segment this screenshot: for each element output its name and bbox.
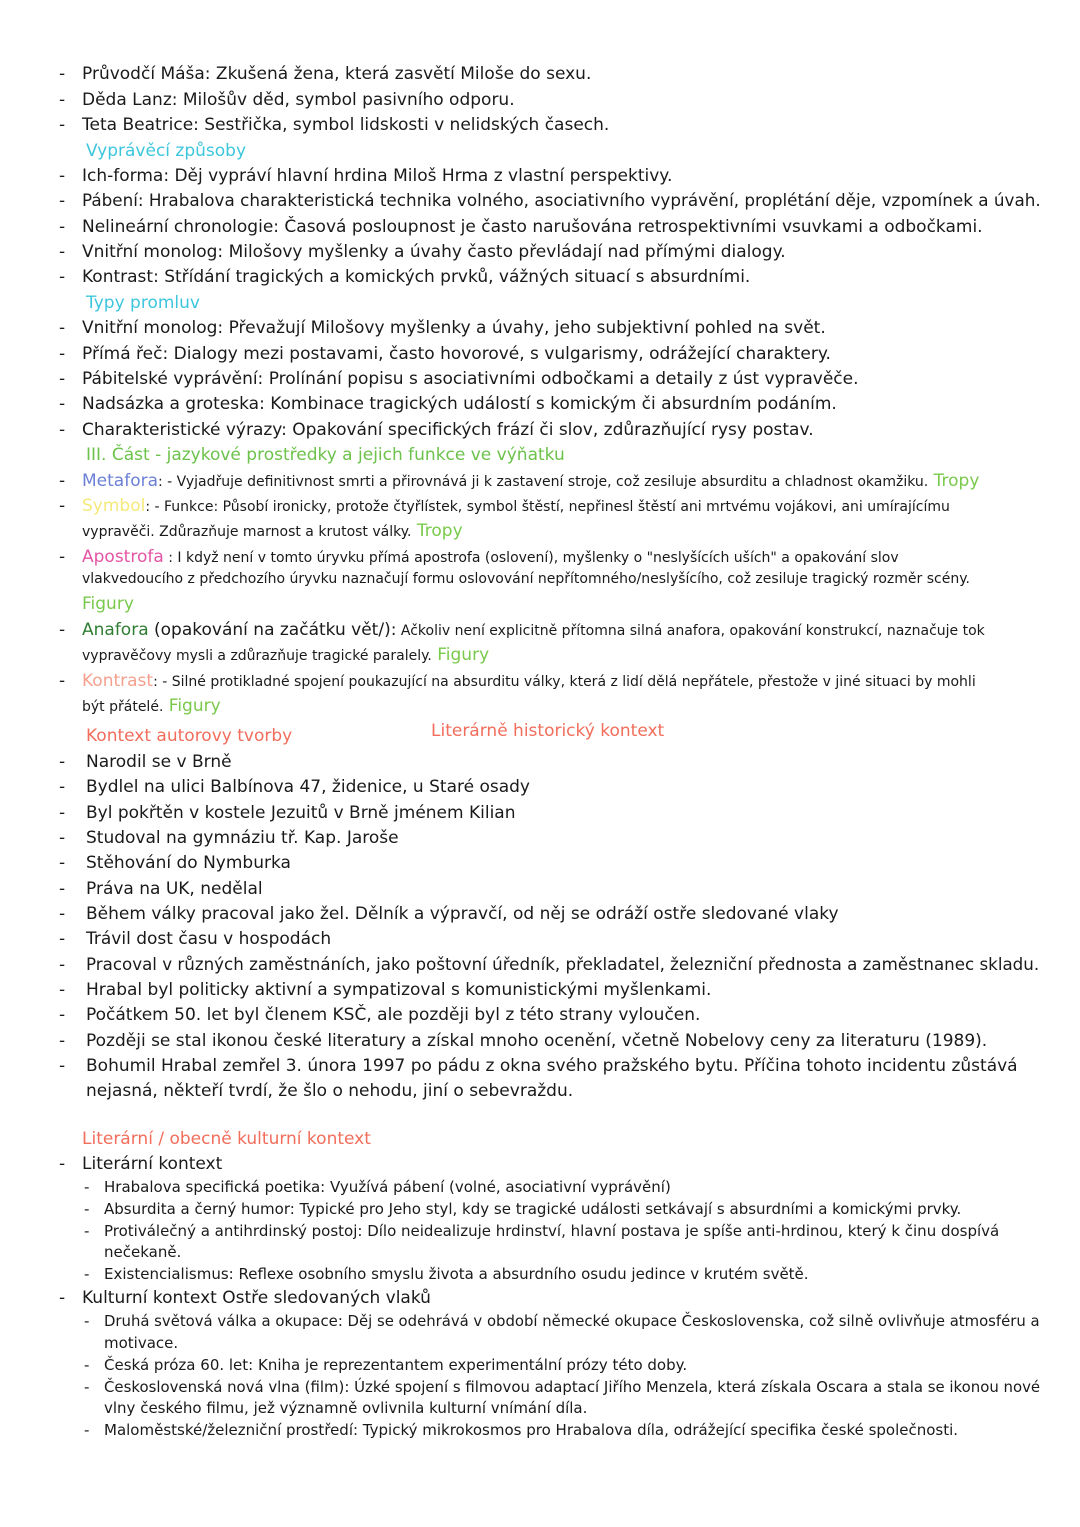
bullet-dash: - <box>84 1421 90 1439</box>
narration-item: Nelineární chronologie: Časová posloupnost je často narušována retrospektivními vsuvkami a odbočkami. <box>82 217 983 237</box>
bullet-dash: - <box>59 853 66 873</box>
bullet-dash: - <box>59 217 66 237</box>
character-item: Průvodčí Máša: Zkušená žena, která zasvětí Miloše do sexu. <box>82 64 592 84</box>
bullet-dash: - <box>59 904 66 924</box>
bullet-dash: - <box>59 671 66 691</box>
apostrofa-tag: Figury <box>82 594 134 614</box>
bullet-dash: - <box>59 394 66 414</box>
metafora-tag <box>928 471 979 491</box>
speech-item: Přímá řeč: Dialogy mezi postavami, často hovorové, s vulgarismy, odrážející charaktery. <box>82 344 831 364</box>
bullet-dash: - <box>59 115 66 135</box>
bullet-dash: - <box>59 496 66 516</box>
tag-label: Figury <box>437 645 490 665</box>
bullet-dash: - <box>84 1222 90 1240</box>
literary-context-item: Protiválečný a antihrdinský postoj: Dílo neidealizuje hrdinství, hlavní postava je spíše anti-hrdinou, který k činu dospívá <box>104 1222 1000 1240</box>
character-item: Děda Lanz: Milošův děd, symbol pasivního odporu. <box>82 90 515 110</box>
speech-item: Charakteristické výrazy: Opakování specifických frází či slov, zdůrazňující rysy postav. <box>82 420 814 440</box>
anafora-text: Ačkoliv není explicitně přítomna silná anafora, opakování konstrukcí, naznačuje tok <box>396 623 985 639</box>
bullet-dash: - <box>59 547 66 567</box>
kontrast-term: Kontrast <box>82 671 154 691</box>
bullet-dash: - <box>59 471 66 491</box>
cultural-context-item: Česká próza 60. let: Kniha je reprezentantem experimentální prózy této doby. <box>104 1356 688 1374</box>
apostrofa-line-2: vlakvedoucího z předchozího úryvku naznačují formu oslovování nepřítomného/neslyšícího, což zesiluje tragický rozměr scény. <box>82 571 970 587</box>
speech-item: Vnitřní monolog: Převažují Milošovy myšlenky a úvahy, jeho subjektivní pohled na svět. <box>82 318 826 338</box>
tag-label: Tropy <box>933 471 980 491</box>
author-item: Byl pokřtěn v kostele Jezuitů v Brně jménem Kilian <box>86 803 516 823</box>
bullet-dash: - <box>59 828 66 848</box>
author-item: Hrabal byl politicky aktivní a sympatizoval s komunistickými myšlenkami. <box>86 980 712 1000</box>
cultural-context-item: Maloměstské/železniční prostředí: Typický mikrokosmos pro Hrabalova díla, odrážející specifika české společnosti. <box>104 1421 959 1439</box>
bullet-dash: - <box>59 980 66 1000</box>
kontrast-text-2: být přátelé. <box>82 699 164 715</box>
author-item-last-2: nejasná, někteří tvrdí, že šlo o nehodu, jiní o sebevraždu. <box>86 1081 574 1101</box>
tag-label: Figury <box>168 696 221 716</box>
cultural-context-item-2: motivace. <box>104 1334 179 1352</box>
cultural-context-title: Kulturní kontext Ostře sledovaných vlaků <box>82 1288 431 1308</box>
character-item: Teta Beatrice: Sestřička, symbol lidskosti v nelidských časech. <box>82 115 610 135</box>
bullet-dash: - <box>59 1031 66 1051</box>
bullet-dash: - <box>59 777 66 797</box>
bullet-dash: - <box>59 166 66 186</box>
author-item-last: Bohumil Hrabal zemřel 3. února 1997 po pádu z okna svého pražského bytu. Příčina tohoto incidentu zůstává <box>86 1056 1018 1076</box>
speech-item: Nadsázka a groteska: Kombinace tragických událostí s komickým či absurdním podáním. <box>82 394 837 414</box>
literary-context-item-2: nečekaně. <box>104 1243 182 1261</box>
bullet-dash: - <box>59 369 66 389</box>
bullet-dash: - <box>59 64 66 84</box>
part3-heading: III. Část - jazykové prostředky a jejich funkce ve výňatku <box>86 445 565 465</box>
speech-heading: Typy promluv <box>86 293 200 313</box>
symbol-term: Symbol <box>82 496 146 516</box>
author-item: Narodil se v Brně <box>86 752 232 772</box>
anafora-line-2 <box>82 644 489 667</box>
author-item: Bydlel na ulici Balbínova 47, židenice, u Staré osady <box>86 777 530 797</box>
kontrast-text: : - Silné protikladné spojení poukazující na absurditu války, která z lidí dělá nepřátele, přestože v jiné situaci by mohli <box>153 674 976 690</box>
anafora-tag <box>432 645 489 665</box>
literary-context-title: Literární kontext <box>82 1154 223 1174</box>
bullet-dash: - <box>59 344 66 364</box>
cultural-heading: Literární / obecně kulturní kontext <box>82 1129 371 1149</box>
kontrast-line-2 <box>82 695 221 718</box>
bullet-dash: - <box>59 955 66 975</box>
bullet-dash: - <box>59 318 66 338</box>
apostrofa-text: : I když není v tomto úryvku přímá apostrofa (oslovení), myšlenky o "neslyšících uších" a opakování slov <box>163 550 899 566</box>
apostrofa-term: Apostrofa <box>82 547 164 567</box>
metafora-text: : - Vyjadřuje definitivnost smrti a přirovnává ji k zastavení stroje, což zesiluje absurditu a chladnost okamžiku. <box>158 474 929 490</box>
author-item: Pracoval v různých zaměstnáních, jako poštovní úředník, překladatel, železniční přednosta a zaměstnanec skladu. <box>86 955 1040 975</box>
bullet-dash: - <box>84 1378 90 1396</box>
narration-item: Ich-forma: Děj vypráví hlavní hrdina Miloš Hrma z vlastní perspektivy. <box>82 166 673 186</box>
bullet-dash: - <box>59 242 66 262</box>
author-item: Počátkem 50. let byl členem KSČ, ale později byl z této strany vyloučen. <box>86 1005 701 1025</box>
author-item: Během války pracoval jako žel. Dělník a výpravčí, od něj se odráží ostře sledované vlaky <box>86 904 839 924</box>
literary-context-item: Hrabalova specifická poetika: Využívá pábení (volné, asociativní vyprávění) <box>104 1178 671 1196</box>
anafora-line <box>82 619 985 642</box>
tag-label: Tropy <box>416 521 463 541</box>
bullet-dash: - <box>84 1265 90 1283</box>
symbol-text: : - Funkce: Působí ironicky, protože čtyřlístek, symbol štěstí, nepřinesl štěstí ani mrtvému vojákovi, ani umírajícímu <box>145 499 950 515</box>
metafora-line <box>82 470 979 493</box>
literary-context-item: Existencialismus: Reflexe osobního smyslu života a absurdního osudu jedince v krutém světě. <box>104 1265 809 1283</box>
narration-item: Kontrast: Střídání tragických a komických prvků, vážných situací s absurdními. <box>82 267 751 287</box>
anafora-paren: (opakování na začátku vět/): <box>148 620 397 640</box>
bullet-dash: - <box>59 420 66 440</box>
speech-item: Pábitelské vyprávění: Prolínání popisu s asociativními odbočkami a detaily z úst vypravěče. <box>82 369 859 389</box>
literary-historical-heading: Literárně historický kontext <box>431 721 665 741</box>
kontrast-tag <box>163 696 220 716</box>
author-item: Trávil dost času v hospodách <box>86 929 332 949</box>
bullet-dash: - <box>84 1200 90 1218</box>
symbol-tag <box>411 521 462 541</box>
narration-item: Pábení: Hrabalova charakteristická technika volného, asociativního vyprávění, proplétání děje, vzpomínek a úvah. <box>82 191 1041 211</box>
apostrofa-line <box>82 546 899 569</box>
anafora-term: Anafora <box>82 620 149 640</box>
cultural-context-item: Československá nová vlna (film): Úzké spojení s filmovou adaptací Jiřího Menzela, která získala Oscara a stala se ikonou nové <box>104 1378 1041 1396</box>
bullet-dash: - <box>59 752 66 772</box>
cultural-context-item-2: vlny českého filmu, jež významně ovlivnila kulturní vnímání díla. <box>104 1399 588 1417</box>
bullet-dash: - <box>84 1178 90 1196</box>
bullet-dash: - <box>59 929 66 949</box>
metafora-term: Metafora <box>82 471 159 491</box>
narration-heading: Vyprávěcí způsoby <box>86 141 247 161</box>
bullet-dash: - <box>59 1288 66 1308</box>
bullet-dash: - <box>59 1056 66 1076</box>
anafora-text-2: vypravěčovy mysli a zdůrazňuje tragické paralely. <box>82 648 432 664</box>
symbol-text-2: vypravěči. Zdůrazňuje marnost a krutost války. <box>82 524 412 540</box>
narration-item: Vnitřní monolog: Milošovy myšlenky a úvahy často převládají nad přímými dialogy. <box>82 242 786 262</box>
bullet-dash: - <box>59 90 66 110</box>
symbol-line-2 <box>82 520 463 543</box>
bullet-dash: - <box>59 620 66 640</box>
author-item: Stěhování do Nymburka <box>86 853 291 873</box>
bullet-dash: - <box>59 803 66 823</box>
bullet-dash: - <box>59 267 66 287</box>
kontrast-line <box>82 670 976 693</box>
author-context-heading: Kontext autorovy tvorby <box>86 726 293 746</box>
bullet-dash: - <box>84 1312 90 1330</box>
author-item: Studoval na gymnáziu tř. Kap. Jaroše <box>86 828 399 848</box>
author-item: Práva na UK, nedělal <box>86 879 263 899</box>
bullet-dash: - <box>59 879 66 899</box>
bullet-dash: - <box>84 1356 90 1374</box>
bullet-dash: - <box>59 1005 66 1025</box>
literary-context-item: Absurdita a černý humor: Typické pro Jeho styl, kdy se tragické události setkávají s absurdními a komickými prvky. <box>104 1200 962 1218</box>
symbol-line <box>82 495 950 518</box>
bullet-dash: - <box>59 191 66 211</box>
cultural-context-item: Druhá světová válka a okupace: Děj se odehrává v období německé okupace Československa, což silně ovlivňuje atmosféru a <box>104 1312 1040 1330</box>
bullet-dash: - <box>59 1154 66 1174</box>
author-item: Později se stal ikonou české literatury a získal mnoho ocenění, včetně Nobelovy ceny za literaturu (1989). <box>86 1031 988 1051</box>
